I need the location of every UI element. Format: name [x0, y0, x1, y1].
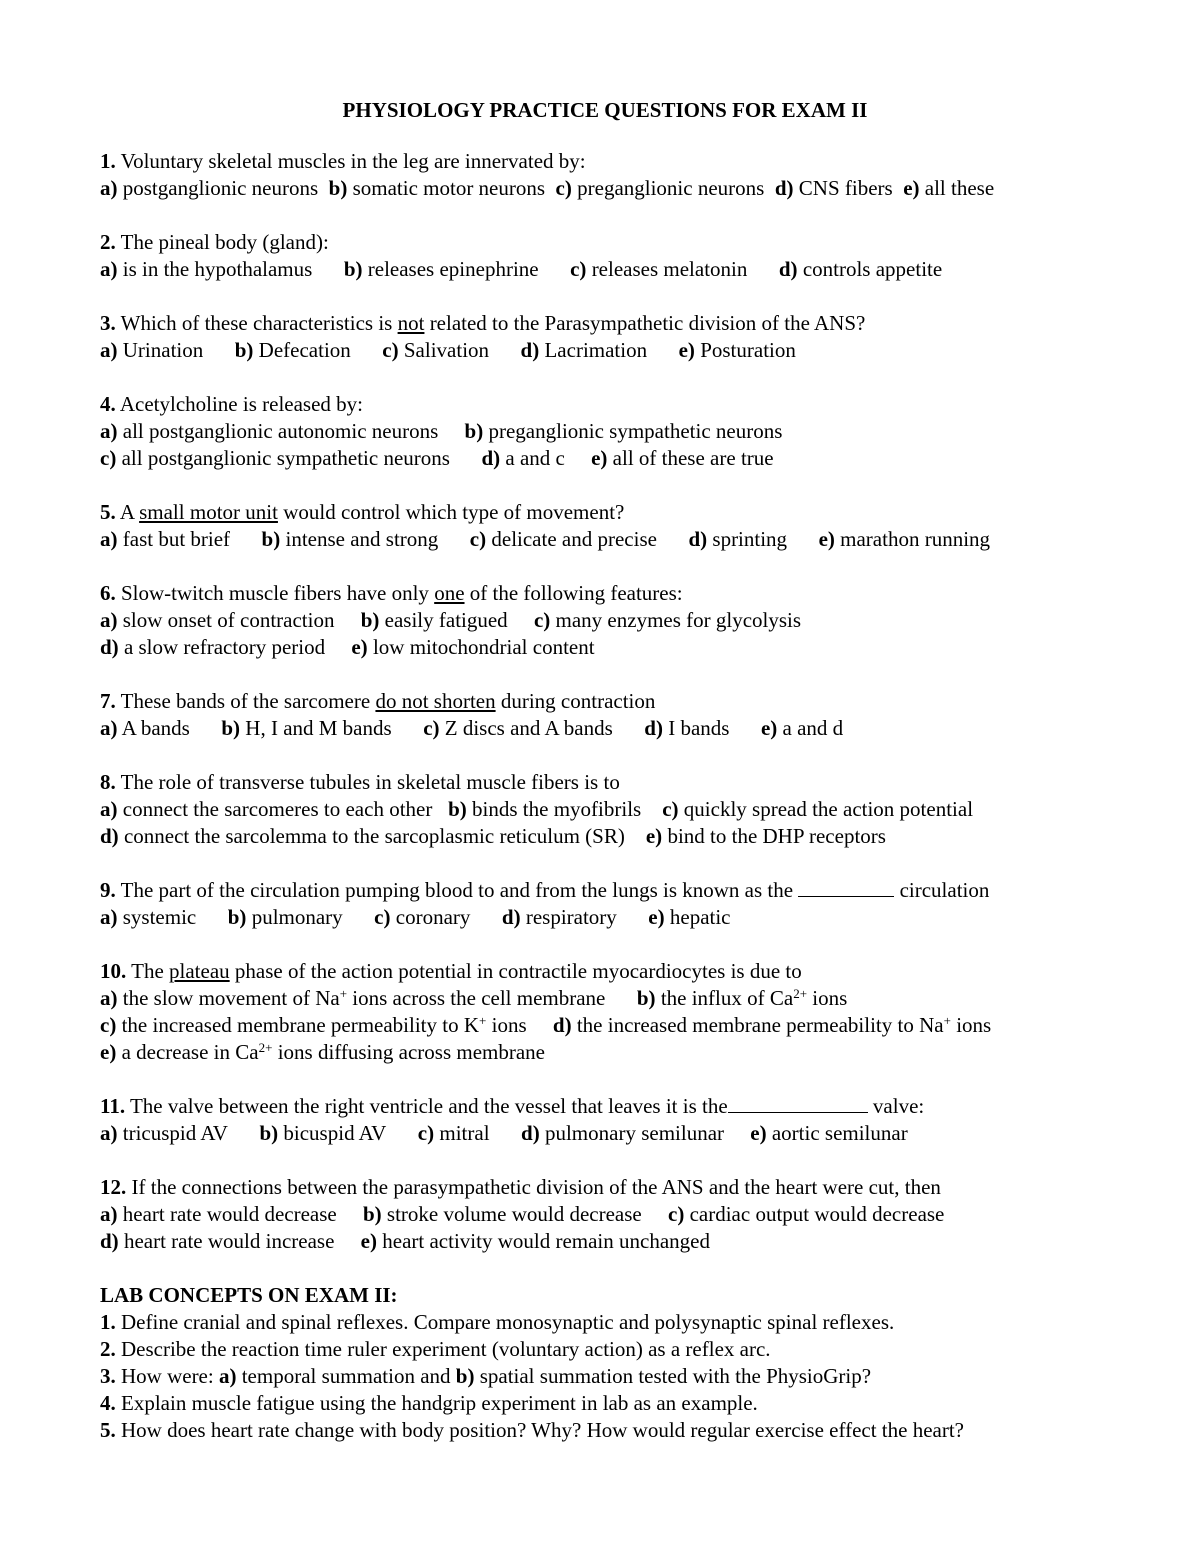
option-e-rest: ions diffusing across membrane	[277, 1040, 545, 1064]
option-label: d)	[100, 1229, 119, 1253]
options-line	[100, 715, 1110, 742]
lab-item-text: How were:	[121, 1364, 214, 1388]
question-text: If the connections between the parasympathetic division of the ANS and the heart were cut, then	[131, 1175, 941, 1199]
option-d: CNS fibers	[798, 176, 893, 200]
question-2	[100, 229, 1110, 283]
question-text: related to the Parasympathetic division of the ANS?	[429, 311, 866, 335]
lab-item-text: Define cranial and spinal reflexes. Compare monosynaptic and polysynaptic spinal reflexes.	[121, 1310, 895, 1334]
option-label: b)	[221, 716, 241, 740]
underlined-text: not	[397, 311, 425, 335]
option-label: b)	[455, 1364, 475, 1388]
answer-blank[interactable]	[728, 1093, 868, 1113]
option-label: a)	[100, 1121, 118, 1145]
options-line	[100, 796, 1110, 823]
option-b: preganglionic sympathetic neurons	[488, 419, 783, 443]
question-number: 4.	[100, 392, 116, 416]
option-label: b)	[259, 1121, 279, 1145]
option-d: connect the sarcolemma to the sarcoplasmic reticulum (SR)	[123, 824, 625, 848]
option-b: bicuspid AV	[283, 1121, 387, 1145]
option-label: c)	[662, 797, 679, 821]
ion-charge: 2+	[258, 1040, 273, 1055]
option-c: releases melatonin	[591, 257, 748, 281]
option-label: d)	[501, 905, 521, 929]
option-e: hepatic	[669, 905, 731, 929]
options-line	[100, 823, 1110, 850]
question-stem	[100, 229, 1110, 256]
option-a: systemic	[122, 905, 197, 929]
item-number: 2.	[100, 1337, 116, 1361]
option-e: heart activity would remain unchanged	[382, 1229, 710, 1253]
options-line	[100, 256, 1110, 283]
options-line	[100, 445, 1110, 472]
option-label: c)	[100, 446, 117, 470]
option-label: e)	[760, 716, 778, 740]
question-text: phase of the action potential in contractile myocardiocytes is due to	[234, 959, 802, 983]
question-stem	[100, 148, 1110, 175]
option-b-rest: ions	[812, 986, 848, 1010]
question-number: 3.	[100, 311, 116, 335]
option-d-rest: ions	[956, 1013, 992, 1037]
options-line	[100, 1039, 1110, 1066]
question-4	[100, 391, 1110, 472]
option-label: c)	[668, 1202, 685, 1226]
option-label: a)	[100, 176, 118, 200]
option-c: the increased membrane permeability to K	[121, 1013, 480, 1037]
question-text: circulation	[899, 878, 990, 902]
option-label: d)	[774, 176, 794, 200]
option-label: e)	[750, 1121, 767, 1145]
question-6	[100, 580, 1110, 661]
option-c: all postganglionic sympathetic neurons	[121, 446, 450, 470]
option-a-rest: ions across the cell membrane	[352, 986, 606, 1010]
lab-item	[100, 1336, 1110, 1363]
option-a: Urination	[122, 338, 204, 362]
page-title: PHYSIOLOGY PRACTICE QUESTIONS FOR EXAM II	[342, 98, 868, 122]
option-label: b)	[234, 338, 254, 362]
question-text: A	[119, 500, 134, 524]
option-d: the increased membrane permeability to Na	[576, 1013, 944, 1037]
question-number: 7.	[100, 689, 116, 713]
lab-heading: LAB CONCEPTS ON EXAM II:	[100, 1283, 398, 1307]
question-stem	[100, 958, 1110, 985]
option-b: Defecation	[258, 338, 351, 362]
option-label: a)	[100, 608, 118, 632]
lab-item	[100, 1309, 1110, 1336]
option-label: c)	[469, 527, 487, 551]
option-label: c)	[570, 257, 587, 281]
option-a: tricuspid AV	[122, 1121, 228, 1145]
option-label: e)	[100, 1040, 117, 1064]
option-e: a decrease in Ca	[121, 1040, 259, 1064]
options-line	[100, 634, 1110, 661]
option-e: aortic semilunar	[771, 1121, 908, 1145]
question-text: These bands of the sarcomere	[120, 689, 371, 713]
option-label: a)	[100, 905, 118, 929]
item-number: 5.	[100, 1418, 116, 1442]
option-label: e)	[645, 824, 663, 848]
option-label: b)	[328, 176, 348, 200]
question-number: 8.	[100, 770, 116, 794]
option-c: preganglionic neurons	[577, 176, 765, 200]
option-label: d)	[552, 1013, 572, 1037]
option-label: a)	[100, 1202, 118, 1226]
lab-concepts-section	[100, 1282, 1110, 1444]
option-label: a)	[100, 419, 118, 443]
question-stem	[100, 310, 1110, 337]
question-number: 10.	[100, 959, 127, 983]
option-b: easily fatigued	[384, 608, 508, 632]
option-c: Z discs and A bands	[444, 716, 613, 740]
option-d: I bands	[668, 716, 730, 740]
question-stem	[100, 391, 1110, 418]
option-d: sprinting	[712, 527, 788, 551]
option-label: a)	[100, 797, 118, 821]
option-label: b)	[464, 419, 484, 443]
option-a: postganglionic neurons	[122, 176, 319, 200]
option-label: b)	[227, 905, 247, 929]
option-label: d)	[520, 338, 540, 362]
option-d: controls appetite	[802, 257, 943, 281]
option-label: b)	[448, 797, 467, 821]
option-a: connect the sarcomeres to each other	[122, 797, 433, 821]
question-text: of the following features:	[469, 581, 683, 605]
question-stem	[100, 499, 1110, 526]
item-number: 3.	[100, 1364, 116, 1388]
options-line	[100, 1228, 1110, 1255]
option-label: b)	[261, 527, 281, 551]
option-e: Posturation	[700, 338, 796, 362]
options-line	[100, 337, 1110, 364]
document-page	[100, 97, 1110, 1444]
lab-item-text: spatial summation tested with the PhysioGrip?	[479, 1364, 872, 1388]
option-b: H, I and M bands	[245, 716, 392, 740]
question-12	[100, 1174, 1110, 1255]
options-line	[100, 175, 1110, 202]
option-label: a)	[100, 986, 118, 1010]
question-number: 11.	[100, 1094, 126, 1118]
lab-item-text: Explain muscle fatigue using the handgrip experiment in lab as an example.	[121, 1391, 758, 1415]
option-e: all these	[924, 176, 995, 200]
option-label: e)	[351, 635, 368, 659]
option-d: pulmonary semilunar	[544, 1121, 725, 1145]
question-text: Slow-twitch muscle fibers have only	[121, 581, 429, 605]
question-text: valve:	[872, 1094, 925, 1118]
lab-item	[100, 1363, 1110, 1390]
option-d: Lacrimation	[544, 338, 648, 362]
options-line	[100, 904, 1110, 931]
option-label: a)	[100, 257, 118, 281]
option-label: e)	[818, 527, 835, 551]
option-label: d)	[100, 824, 119, 848]
question-10	[100, 958, 1110, 1066]
option-label: e)	[591, 446, 608, 470]
option-label: b)	[343, 257, 363, 281]
options-line	[100, 607, 1110, 634]
question-8	[100, 769, 1110, 850]
question-11	[100, 1093, 1110, 1147]
answer-blank[interactable]	[798, 877, 894, 897]
option-label: c)	[555, 176, 572, 200]
question-text: Acetylcholine is released by:	[119, 392, 364, 416]
option-label: b)	[636, 986, 656, 1010]
option-label: c)	[382, 338, 399, 362]
question-text: would control which type of movement?	[283, 500, 625, 524]
options-line	[100, 418, 1110, 445]
option-d: a slow refractory period	[123, 635, 326, 659]
option-label: c)	[374, 905, 391, 929]
underlined-text: small motor unit	[139, 500, 278, 524]
question-text: Which of these characteristics is	[120, 311, 393, 335]
option-label: d)	[521, 1121, 540, 1145]
option-e: all of these are true	[612, 446, 774, 470]
option-a: slow onset of contraction	[122, 608, 335, 632]
question-stem	[100, 688, 1110, 715]
question-text: The pineal body (gland):	[120, 230, 329, 254]
ion-charge: 2+	[793, 986, 808, 1001]
lab-item	[100, 1417, 1110, 1444]
option-e: a and d	[782, 716, 844, 740]
question-text: Voluntary skeletal muscles in the leg are innervated by:	[120, 149, 586, 173]
question-text: The valve between the right ventricle and the vessel that leaves it is the	[129, 1094, 728, 1118]
option-c: cardiac output would decrease	[689, 1202, 945, 1226]
option-label: c)	[423, 716, 440, 740]
options-line	[100, 1201, 1110, 1228]
question-number: 12.	[100, 1175, 127, 1199]
option-label: d)	[778, 257, 798, 281]
option-label: c)	[417, 1121, 435, 1145]
ion-charge: +	[339, 986, 348, 1001]
option-label: e)	[903, 176, 920, 200]
option-e: low mitochondrial content	[372, 635, 595, 659]
option-c: quickly spread the action potential	[683, 797, 974, 821]
question-stem	[100, 1174, 1110, 1201]
option-d: heart rate would increase	[123, 1229, 335, 1253]
question-stem	[100, 580, 1110, 607]
option-a: A bands	[121, 716, 190, 740]
option-label: d)	[481, 446, 501, 470]
options-line	[100, 985, 1110, 1012]
option-c: delicate and precise	[491, 527, 657, 551]
option-label: c)	[533, 608, 551, 632]
question-text: The part of the circulation pumping blood to and from the lungs is known as the	[120, 878, 794, 902]
option-e: marathon running	[840, 527, 991, 551]
question-3	[100, 310, 1110, 364]
option-b: binds the myofibrils	[472, 797, 642, 821]
option-b: somatic motor neurons	[352, 176, 546, 200]
question-text: during contraction	[500, 689, 656, 713]
question-9	[100, 877, 1110, 931]
option-label: a)	[100, 527, 118, 551]
option-label: a)	[218, 1364, 237, 1388]
option-label: e)	[360, 1229, 377, 1253]
option-c: coronary	[395, 905, 471, 929]
question-stem	[100, 1093, 1110, 1120]
option-a: heart rate would decrease	[122, 1202, 337, 1226]
item-number: 4.	[100, 1391, 116, 1415]
lab-item	[100, 1390, 1110, 1417]
option-b: pulmonary	[251, 905, 343, 929]
option-c: many enzymes for glycolysis	[555, 608, 802, 632]
option-label: b)	[360, 608, 380, 632]
option-c: Salivation	[403, 338, 490, 362]
question-text: The	[131, 959, 164, 983]
option-a: all postganglionic autonomic neurons	[122, 419, 439, 443]
option-d: respiratory	[525, 905, 617, 929]
options-line	[100, 526, 1110, 553]
option-a: is in the hypothalamus	[122, 257, 313, 281]
lab-item-text: Describe the reaction time ruler experiment (voluntary action) as a reflex arc.	[121, 1337, 771, 1361]
question-5	[100, 499, 1110, 553]
option-b: stroke volume would decrease	[386, 1202, 642, 1226]
question-number: 2.	[100, 230, 116, 254]
ion-charge: +	[943, 1013, 951, 1028]
underlined-text: plateau	[169, 959, 230, 983]
option-b: releases epinephrine	[367, 257, 539, 281]
question-1	[100, 148, 1110, 202]
ion-charge: +	[479, 1013, 487, 1028]
question-number: 1.	[100, 149, 116, 173]
option-label: e)	[648, 905, 665, 929]
option-b: the influx of Ca	[660, 986, 794, 1010]
question-number: 5.	[100, 500, 116, 524]
option-e: bind to the DHP receptors	[667, 824, 886, 848]
question-stem	[100, 769, 1110, 796]
underlined-text: do not shorten	[375, 689, 496, 713]
lab-item-text: How does heart rate change with body position? Why? How would regular exercise effect the heart?	[121, 1418, 964, 1442]
option-label: d)	[688, 527, 708, 551]
question-number: 6.	[100, 581, 116, 605]
underlined-text: one	[434, 581, 465, 605]
options-line	[100, 1120, 1110, 1147]
options-line	[100, 1012, 1110, 1039]
option-label: a)	[100, 716, 118, 740]
lab-item-text: temporal summation and	[241, 1364, 451, 1388]
option-label: d)	[644, 716, 663, 740]
question-stem	[100, 877, 1110, 904]
option-label: b)	[362, 1202, 382, 1226]
option-c-rest: ions	[491, 1013, 527, 1037]
option-label: c)	[100, 1013, 117, 1037]
option-label: e)	[678, 338, 695, 362]
question-number: 9.	[100, 878, 116, 902]
item-number: 1.	[100, 1310, 116, 1334]
option-label: d)	[100, 635, 119, 659]
option-c: mitral	[439, 1121, 490, 1145]
option-a: the slow movement of Na	[122, 986, 340, 1010]
option-d: a and c	[505, 446, 565, 470]
option-a: fast but brief	[122, 527, 231, 551]
option-label: a)	[100, 338, 118, 362]
question-7	[100, 688, 1110, 742]
option-b: intense and strong	[285, 527, 439, 551]
question-text: The role of transverse tubules in skeletal muscle fibers is to	[120, 770, 620, 794]
